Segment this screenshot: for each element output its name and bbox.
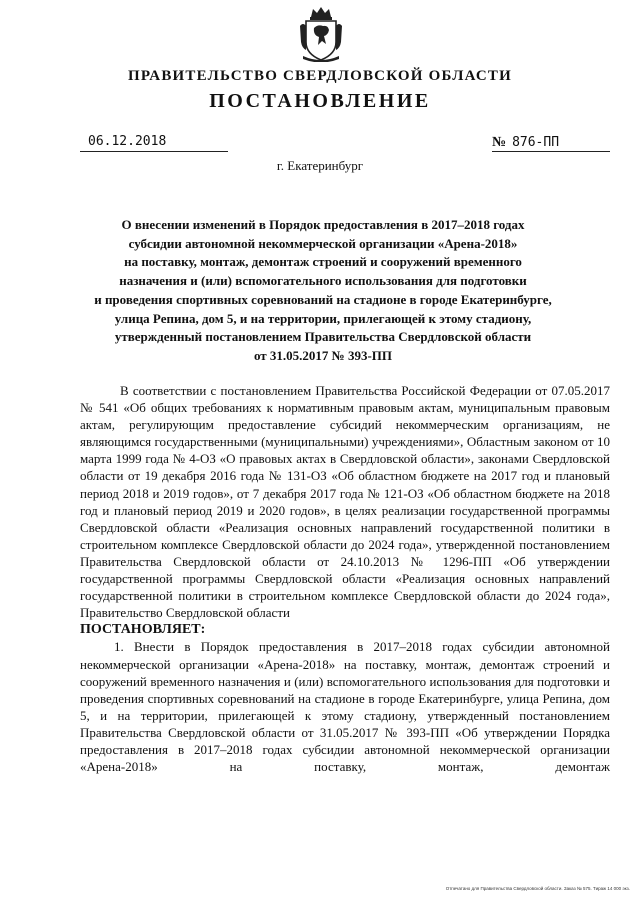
date-underline <box>80 151 228 152</box>
heading-line: утвержденный постановлением Правительства Свердловской области <box>114 329 532 345</box>
document-body <box>80 382 610 775</box>
sverdlovsk-coat-of-arms-icon <box>298 4 344 62</box>
government-name: ПРАВИТЕЛЬСТВО СВЕРДЛОВСКОЙ ОБЛАСТИ <box>128 68 512 84</box>
document-type: ПОСТАНОВЛЕНИЕ <box>209 90 431 112</box>
document-number <box>492 134 610 151</box>
document-date: 06.12.2018 <box>88 134 167 149</box>
heading-line: улица Репина, дом 5, и на территории, прилегающей к этому стадиону, <box>114 310 532 326</box>
preamble-paragraph: В соответствии с постановлением Правительства Российской Федерации от 07.05.2017 № 541 «Об общих требованиях к нормативным правовым актам, муниципальным правовым актам, регулирующим предоставление субсидий некоммерческим организациям, не являющимся государственными (муниципальными) учреждениями», Областным законом от 10 марта 1999 года № 4-ОЗ «О правовых актах в Свердловской области», законами Свердловской области от 19 декабря 2016 года № 131-ОЗ «Об областном бюджете на 2017 год и плановый период 2018 и 2019 годов», от 7 декабря 2017 года № 121-ОЗ «Об областном бюджете на 2018 год и плановый период 2019 и 2020 годов», в целях реализации государственной программы Свердловской области «Реализация основных направлений государственной политики в строительном комплексе Свердловской области до 2024 года», утвержденной постановлением Правительства Свердловской области от 24.10.2013 № 1296-ПП «Об утверждении государственной программы Свердловской области «Реализация основных направлений государственной политики в строительном комплексе Свердловской области до 2024 года», Правительство Свердловской области <box>80 383 610 621</box>
number-value: 876-ПП <box>512 135 560 150</box>
document-heading <box>40 216 606 366</box>
heading-line: и проведения спортивных соревнований на стадионе в городе Екатеринбурге, <box>94 291 552 307</box>
number-underline <box>492 151 610 152</box>
print-footer: Отпечатано для Правительства Свердловской области. Заказ № 575. Тираж 14 000 экз. <box>445 886 630 891</box>
heading-line: на поставку, монтаж, демонтаж строений и сооружений временного <box>124 254 522 270</box>
heading-line: субсидии автономной некоммерческой организации «Арена-2018» <box>128 235 518 251</box>
heading-line: О внесении изменений в Порядок предоставления в 2017–2018 годах <box>121 217 525 232</box>
decrees-label: ПОСТАНОВЛЯЕТ: <box>80 622 206 638</box>
heading-line: назначения и (или) вспомогательного использования для подготовки <box>119 273 527 289</box>
number-sign: № <box>492 135 507 150</box>
item-1-paragraph: 1. Внести в Порядок предоставления в 2017–2018 годах субсидии автономной некоммерческой организации «Арена-2018» на поставку, монтаж, демонтаж строений и сооружений временного назначения и (или) вспомогательного использования для подготовки и проведения спортивных соревнований на стадионе в городе Екатеринбурге, улица Репина, дом 5, и на территории, прилегающей к этому стадиону, утвержденный постановлением Правительства Свердловской области от 31.05.2017 № 393-ПП «Об утверждении Порядка предоставления в 2017–2018 годах субсидии автономной некоммерческой организации «Арена-2018» на поставку, монтаж, демонтаж <box>80 639 610 775</box>
city: г. Екатеринбург <box>276 158 364 173</box>
heading-line: от 31.05.2017 № 393-ПП <box>253 347 393 363</box>
